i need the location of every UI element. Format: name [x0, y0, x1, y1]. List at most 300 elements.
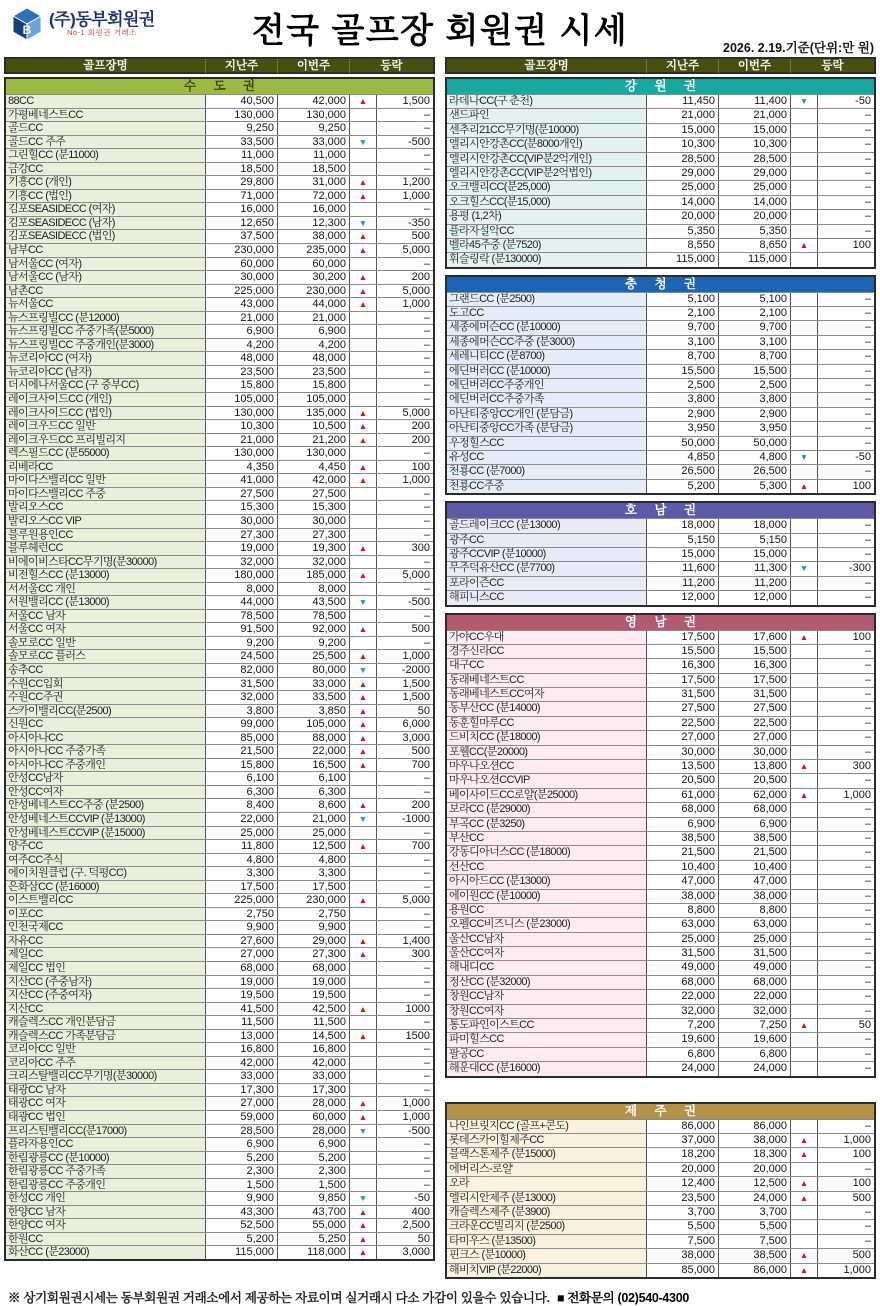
- no-change-cell: [791, 875, 818, 888]
- table-row: [447, 745, 874, 759]
- table-row: [447, 802, 874, 816]
- golf-course-name: 골드CC: [6, 122, 206, 135]
- golf-course-name: 레이크우드CC 프리빌리지: [6, 434, 206, 447]
- this-week-price: 5,350: [719, 225, 791, 238]
- change-value: 300: [411, 542, 430, 555]
- change-value: –: [864, 109, 871, 122]
- golf-course-name: 레이크우드CC 일반: [6, 420, 206, 433]
- table-row: [6, 812, 433, 826]
- no-change-cell: [350, 976, 377, 989]
- table-row: [447, 1018, 874, 1032]
- last-week-price: 27,000: [206, 1097, 278, 1110]
- up-arrow-icon: ▲: [350, 650, 377, 663]
- change-value: –: [864, 889, 871, 902]
- last-week-price: 225,000: [206, 894, 278, 907]
- last-week-price: 3,700: [647, 1206, 719, 1219]
- last-week-price: 10,400: [647, 861, 719, 874]
- last-week-price: 11,800: [206, 840, 278, 853]
- golf-course-name: 울산CC여자: [447, 947, 647, 960]
- table-row: [447, 533, 874, 547]
- table-row: [6, 121, 433, 135]
- this-week-price: 11,300: [719, 562, 791, 575]
- last-week-price: 6,900: [647, 818, 719, 831]
- up-arrow-icon: ▲: [350, 1003, 377, 1016]
- this-week-price: 42,000: [278, 1057, 350, 1070]
- this-week-price: 19,600: [719, 1033, 791, 1046]
- change-value: –: [864, 932, 871, 945]
- last-week-price: 28,500: [206, 1125, 278, 1138]
- no-change-cell: [791, 293, 818, 306]
- table-row: [447, 701, 874, 715]
- this-week-price: 42,000: [278, 95, 350, 108]
- last-week-price: 27,500: [647, 702, 719, 715]
- table-row: [447, 817, 874, 831]
- last-week-price: 22,000: [647, 990, 719, 1003]
- change-value: –: [864, 1033, 871, 1046]
- table-row: [447, 137, 874, 151]
- table-row: [6, 257, 433, 271]
- change-value: -500: [407, 1124, 430, 1137]
- change-value: 5,000: [402, 406, 430, 419]
- change-value: –: [864, 846, 871, 859]
- no-change-cell: [350, 1016, 377, 1029]
- table-row: [447, 349, 874, 363]
- no-change-cell: [350, 1165, 377, 1178]
- no-change-cell: [791, 307, 818, 320]
- golf-course-name: 오펠CC비즈니스 (분23000): [447, 918, 647, 931]
- this-week-price: 10,500: [278, 420, 350, 433]
- golf-course-name: 한림광릉CC 주중개인: [6, 1179, 206, 1192]
- change-value: –: [423, 487, 430, 500]
- table-row: [6, 677, 433, 691]
- table-row: [447, 946, 874, 960]
- change-value: –: [423, 826, 430, 839]
- this-week-price: 33,000: [278, 1070, 350, 1083]
- last-week-price: 15,500: [647, 645, 719, 658]
- this-week-price: 230,000: [278, 285, 350, 298]
- golf-course-name: 남서울CC (여자): [6, 258, 206, 271]
- golf-course-name: 한원CC: [6, 1233, 206, 1246]
- change-value: –: [864, 731, 871, 744]
- this-week-price: 185,000: [278, 569, 350, 582]
- no-change-cell: [791, 832, 818, 845]
- table-row: [6, 744, 433, 758]
- change-value: –: [423, 907, 430, 920]
- up-arrow-icon: ▲: [350, 474, 377, 487]
- column-header-row: [4, 57, 435, 74]
- up-arrow-icon: ▲: [350, 1097, 377, 1110]
- golf-course-name: 신원CC: [6, 718, 206, 731]
- change-value: –: [423, 311, 430, 324]
- golf-course-name: 안성베네스트CC주중 (분2500): [6, 799, 206, 812]
- last-week-price: 41,000: [206, 474, 278, 487]
- last-week-price: 15,300: [206, 501, 278, 514]
- change-value: -500: [407, 135, 430, 148]
- change-value: –: [423, 1043, 430, 1056]
- this-week-price: 3,700: [719, 1206, 791, 1219]
- change-value: –: [423, 1151, 430, 1164]
- this-week-price: 105,000: [278, 393, 350, 406]
- golf-course-name: 태광CC 남자: [6, 1084, 206, 1097]
- change-value: -350: [407, 216, 430, 229]
- golf-course-name: 수원CC입회: [6, 678, 206, 691]
- table-row: [447, 238, 874, 252]
- no-change-cell: [791, 336, 818, 349]
- up-arrow-icon: ▲: [350, 434, 377, 447]
- table-row: [447, 576, 874, 590]
- golf-course-name: 아시아드CC (분13000): [447, 875, 647, 888]
- table-row: [6, 311, 433, 325]
- this-week-price: 115,000: [719, 253, 791, 266]
- table-row: [447, 630, 874, 644]
- last-week-price: 19,000: [206, 976, 278, 989]
- price-table-left-column: [4, 57, 435, 1261]
- table-row: [6, 866, 433, 880]
- this-week-price: 15,500: [719, 365, 791, 378]
- up-arrow-icon: ▲: [350, 285, 377, 298]
- last-week-price: 2,500: [647, 379, 719, 392]
- change-value: –: [864, 831, 871, 844]
- change-value: –: [864, 210, 871, 223]
- last-week-price: 17,500: [647, 674, 719, 687]
- up-arrow-icon: ▲: [350, 271, 377, 284]
- last-week-price: 8,700: [647, 350, 719, 363]
- this-week-price: 63,000: [719, 918, 791, 931]
- no-change-cell: [350, 556, 377, 569]
- last-week-price: 71,000: [206, 190, 278, 203]
- no-change-cell: [791, 659, 818, 672]
- golf-course-name: 코리아CC 주주: [6, 1057, 206, 1070]
- last-week-price: 130,000: [206, 447, 278, 460]
- last-week-price: 27,000: [647, 731, 719, 744]
- up-arrow-icon: ▲: [350, 759, 377, 772]
- this-week-price: 19,300: [278, 542, 350, 555]
- table-row: [6, 1164, 433, 1178]
- this-week-price: 22,000: [719, 990, 791, 1003]
- last-week-price: 14,000: [647, 196, 719, 209]
- golf-course-name: 태광CC 법인: [6, 1111, 206, 1124]
- table-row: [447, 1263, 874, 1277]
- table-row: [447, 180, 874, 194]
- change-value: 100: [852, 238, 871, 251]
- last-week-price: 8,400: [206, 799, 278, 812]
- this-week-price: 50,000: [719, 437, 791, 450]
- golf-course-name: 서울CC 여자: [6, 623, 206, 636]
- down-arrow-icon: ▼: [791, 562, 818, 575]
- change-value: -50: [855, 95, 871, 107]
- this-week-price: 33,000: [278, 678, 350, 691]
- this-week-price: 4,450: [278, 461, 350, 474]
- no-change-cell: [350, 515, 377, 528]
- up-arrow-icon: ▲: [350, 1233, 377, 1246]
- golf-course-name: 엘리시안강촌CC(VIP분2억개인): [447, 153, 647, 166]
- table-row: [6, 108, 433, 122]
- this-week-price: 21,000: [719, 109, 791, 122]
- golf-course-name: 비전힐스CC (분13000): [6, 569, 206, 582]
- last-week-price: 9,900: [206, 1192, 278, 1205]
- this-week-price: 38,500: [719, 832, 791, 845]
- no-change-cell: [791, 167, 818, 180]
- golf-course-name: 파미힐스CC: [447, 1033, 647, 1046]
- last-week-price: 13,500: [647, 760, 719, 773]
- golf-course-name: 세종에머슨CC주중 (분3000): [447, 336, 647, 349]
- up-arrow-icon: ▲: [350, 569, 377, 582]
- golf-course-name: 태광CC 여자: [6, 1097, 206, 1110]
- this-week-price: 25,000: [719, 933, 791, 946]
- this-week-price: 25,000: [278, 827, 350, 840]
- golf-course-name: 대구CC: [447, 659, 647, 672]
- this-week-price: 23,500: [278, 366, 350, 379]
- change-value: –: [864, 803, 871, 816]
- change-value: –: [423, 122, 430, 135]
- table-row: [447, 1176, 874, 1190]
- table-row: [6, 135, 433, 149]
- no-change-cell: [350, 203, 377, 216]
- no-change-cell: [350, 379, 377, 392]
- table-row: [6, 1083, 433, 1097]
- change-value: –: [864, 975, 871, 988]
- svg-text:B: B: [22, 23, 32, 37]
- no-change-cell: [791, 181, 818, 194]
- golf-course-name: 뉴스프링빌CC 주중개인(분3000): [6, 339, 206, 352]
- table-row: [447, 479, 874, 493]
- change-value: 100: [852, 630, 871, 643]
- golf-course-name: 양주CC: [6, 840, 206, 853]
- change-value: –: [423, 772, 430, 785]
- no-change-cell: [791, 124, 818, 137]
- change-value: –: [423, 501, 430, 514]
- change-value: –: [864, 1062, 871, 1075]
- change-value: –: [423, 514, 430, 527]
- this-week-price: 9,700: [719, 321, 791, 334]
- last-week-price: 230,000: [206, 244, 278, 257]
- table-row: [447, 759, 874, 773]
- table-row: [447, 421, 874, 435]
- column-header: 골프장명: [447, 59, 647, 73]
- golf-course-name: 광주CCVIP (분10000): [447, 548, 647, 561]
- golf-course-name: 아난티중앙CC가족 (분담금): [447, 422, 647, 435]
- golf-course-name: 금강CC: [6, 163, 206, 176]
- golf-course-name: 용원CC: [447, 904, 647, 917]
- golf-course-name: 에이치원클럽 (구. 덕평CC): [6, 867, 206, 880]
- change-value: 100: [852, 1177, 871, 1190]
- last-week-price: 16,300: [647, 659, 719, 672]
- golf-course-name: 솔모로CC 일반: [6, 637, 206, 650]
- this-week-price: 27,000: [719, 731, 791, 744]
- no-change-cell: [791, 519, 818, 532]
- no-change-cell: [791, 548, 818, 561]
- this-week-price: 11,200: [719, 577, 791, 590]
- change-value: –: [864, 224, 871, 237]
- last-week-price: 2,750: [206, 908, 278, 921]
- change-value: 3,000: [402, 1246, 430, 1259]
- golf-course-name: 서울CC 남자: [6, 610, 206, 623]
- this-week-price: 27,300: [278, 529, 350, 542]
- golf-course-name: 통도파인이스트CC: [447, 1019, 647, 1032]
- golf-course-name: 포웰CC(분20000): [447, 746, 647, 759]
- golf-course-name: 부산CC: [447, 832, 647, 845]
- last-week-price: 37,500: [206, 230, 278, 243]
- down-arrow-icon: ▼: [350, 813, 377, 826]
- last-week-price: 99,000: [206, 718, 278, 731]
- this-week-price: 4,800: [719, 451, 791, 464]
- last-week-price: 68,000: [647, 803, 719, 816]
- change-value: –: [864, 673, 871, 686]
- golf-course-name: 마우나오션CC: [447, 760, 647, 773]
- golf-course-name: 렉스필드CC (분55000): [6, 447, 206, 460]
- change-value: 200: [411, 799, 430, 812]
- golf-course-name: 엘리시안강촌CC(분8000개인): [447, 138, 647, 151]
- this-week-price: 29,000: [719, 167, 791, 180]
- no-change-cell: [350, 583, 377, 596]
- golf-course-name: 스카이밸리CC(분2500): [6, 705, 206, 718]
- this-week-price: 105,000: [278, 718, 350, 731]
- change-value: –: [423, 108, 430, 121]
- this-week-price: 30,000: [719, 746, 791, 759]
- this-week-price: 5,200: [278, 1152, 350, 1165]
- no-change-cell: [791, 591, 818, 604]
- this-week-price: 130,000: [278, 109, 350, 122]
- change-value: –: [423, 1138, 430, 1151]
- table-row: [447, 960, 874, 974]
- this-week-price: 27,500: [719, 702, 791, 715]
- this-week-price: 6,800: [719, 1048, 791, 1061]
- this-week-price: 32,000: [278, 556, 350, 569]
- golf-course-name: 창원CC남자: [447, 990, 647, 1003]
- change-value: –: [423, 528, 430, 541]
- this-week-price: 48,000: [278, 352, 350, 365]
- table-row: [6, 270, 433, 284]
- this-week-price: 31,500: [719, 688, 791, 701]
- last-week-price: 85,000: [206, 732, 278, 745]
- no-change-cell: [350, 1179, 377, 1192]
- golf-course-name: 천룡CC (분7000): [447, 465, 647, 478]
- change-value: –: [423, 962, 430, 974]
- change-value: 1,400: [402, 934, 430, 947]
- table-row: [6, 704, 433, 718]
- golf-course-name: 가평베네스트CC: [6, 109, 206, 122]
- golf-course-name: 롯데스카이힐제주CC: [447, 1134, 647, 1147]
- golf-course-name: 정산CC (분32000): [447, 976, 647, 989]
- last-week-price: 60,000: [206, 258, 278, 271]
- this-week-price: 11,400: [719, 95, 791, 108]
- table-row: [6, 1245, 433, 1259]
- no-change-cell: [350, 488, 377, 501]
- this-week-price: 4,200: [278, 339, 350, 352]
- table-row: [447, 292, 874, 306]
- no-change-cell: [350, 258, 377, 271]
- up-arrow-icon: ▲: [350, 840, 377, 853]
- last-week-price: 9,700: [647, 321, 719, 334]
- no-change-cell: [350, 529, 377, 542]
- no-change-cell: [791, 350, 818, 363]
- section-banner-yeongnam: 영 남 권: [447, 615, 874, 630]
- this-week-price: 62,000: [719, 789, 791, 802]
- this-week-price: 30,000: [278, 515, 350, 528]
- change-value: –: [423, 975, 430, 988]
- change-value: 1,000: [843, 788, 871, 801]
- table-row: [6, 406, 433, 420]
- no-change-cell: [791, 253, 818, 266]
- no-change-cell: [791, 645, 818, 658]
- last-week-price: 25,000: [206, 827, 278, 840]
- no-change-cell: [791, 437, 818, 450]
- this-week-price: 60,000: [278, 258, 350, 271]
- table-row: [6, 758, 433, 772]
- no-change-cell: [791, 1005, 818, 1018]
- no-change-cell: [791, 422, 818, 435]
- golf-course-name: 안성CC여자: [6, 786, 206, 799]
- change-value: 5,000: [402, 284, 430, 297]
- up-arrow-icon: ▲: [350, 718, 377, 731]
- change-value: –: [423, 582, 430, 595]
- this-week-price: 10,300: [719, 138, 791, 151]
- this-week-price: 24,000: [719, 1062, 791, 1075]
- change-value: 300: [411, 948, 430, 961]
- table-row: [6, 528, 433, 542]
- golf-course-name: 크라운CC빌리지 (분2500): [447, 1220, 647, 1233]
- golf-course-name: 서서울CC 개인: [6, 583, 206, 596]
- section-banner-gangwon: 강 원 권: [447, 79, 874, 94]
- last-week-price: 30,000: [206, 515, 278, 528]
- this-week-price: 16,300: [719, 659, 791, 672]
- last-week-price: 68,000: [647, 976, 719, 989]
- page-header: [4, 0, 876, 56]
- table-row: [6, 473, 433, 487]
- golf-course-name: 김포SEASIDECC (남자): [6, 217, 206, 230]
- no-change-cell: [791, 210, 818, 223]
- golf-course-name: 부곡CC (분3250): [447, 818, 647, 831]
- golf-course-name: 지산CC: [6, 1003, 206, 1016]
- table-row: [6, 961, 433, 975]
- this-week-price: 18,500: [278, 163, 350, 176]
- this-week-price: 8,650: [719, 239, 791, 252]
- golf-course-name: 지산CC (주중남자): [6, 976, 206, 989]
- this-week-price: 3,950: [719, 422, 791, 435]
- table-row: [6, 1029, 433, 1043]
- table-row: [6, 907, 433, 921]
- change-value: –: [423, 1070, 430, 1083]
- last-week-price: 5,200: [206, 1233, 278, 1246]
- table-row: [6, 243, 433, 257]
- section-jeju: [445, 1102, 876, 1279]
- last-week-price: 10,300: [206, 420, 278, 433]
- last-week-price: 5,200: [647, 480, 719, 493]
- this-week-price: 8,700: [719, 350, 791, 363]
- no-change-cell: [350, 312, 377, 325]
- no-change-cell: [791, 846, 818, 859]
- golf-course-name: 안성베네스트CCVIP (분15000): [6, 827, 206, 840]
- table-row: [6, 392, 433, 406]
- this-week-price: 16,800: [278, 1043, 350, 1056]
- no-change-cell: [791, 947, 818, 960]
- change-value: –: [864, 961, 871, 974]
- change-value: –: [423, 325, 430, 338]
- section-banner-honam: 호 남 권: [447, 503, 874, 518]
- no-change-cell: [350, 908, 377, 921]
- this-week-price: 27,500: [278, 488, 350, 501]
- change-value: 200: [411, 271, 430, 284]
- table-row: [447, 788, 874, 802]
- last-week-price: 91,500: [206, 623, 278, 636]
- golf-course-name: 자유CC: [6, 935, 206, 948]
- change-value: 500: [852, 1249, 871, 1262]
- last-week-price: 25,000: [647, 933, 719, 946]
- this-week-price: 38,000: [278, 230, 350, 243]
- last-week-price: 4,800: [206, 854, 278, 867]
- no-change-cell: [791, 933, 818, 946]
- this-week-price: 6,900: [719, 818, 791, 831]
